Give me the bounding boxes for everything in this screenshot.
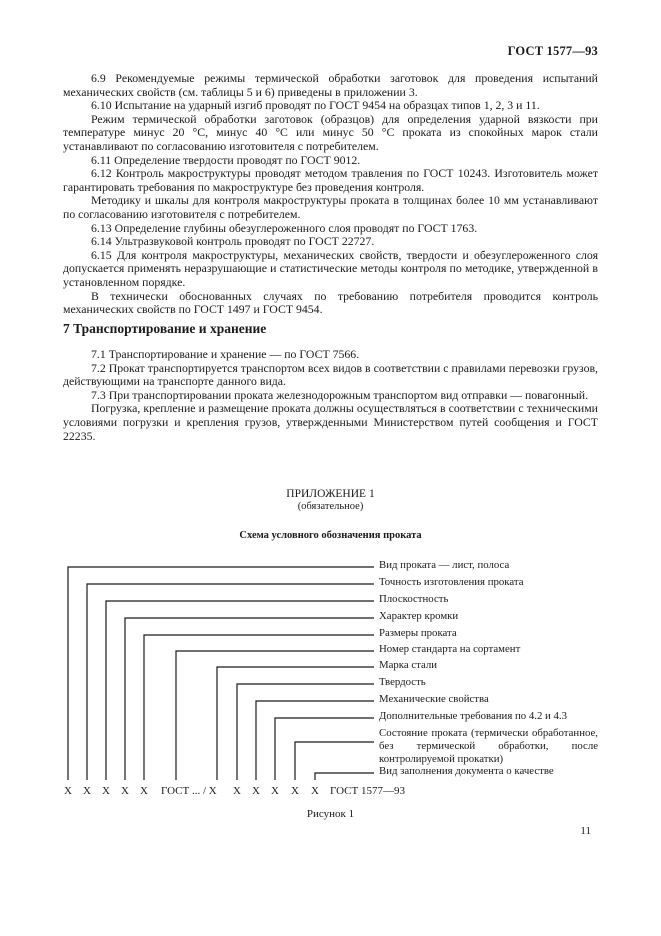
paragraph: 6.11 Определение твердости проводят по ГОСТ 9012. [91, 152, 361, 167]
paragraph: Погрузка, крепление и размещение проката должны осуществляться в соответствии с техническими условиями погрузки и крепления грузов, утвержденными Министерством путей сообщения и ГОСТ 22235. [63, 401, 598, 443]
appendix-subtitle: (обязательное) [297, 501, 364, 512]
scheme-line [68, 567, 374, 780]
designation-x: Х [140, 785, 148, 797]
scheme-label: Номер стандарта на сортамент [379, 643, 521, 655]
scheme-label: Вид проката — лист, полоса [379, 559, 510, 571]
scheme-label: Состояние проката (термически обработанное, без термической обработки, после контролируемой прокатки) [379, 727, 598, 765]
scheme-line [275, 718, 374, 780]
scheme-line [315, 773, 374, 780]
designation-x: Х [271, 785, 279, 797]
paragraph: 6.13 Определение глубины обезуглероженного слоя проводят по ГОСТ 1763. [91, 220, 478, 235]
scheme-label: Твердость [379, 676, 426, 688]
paragraph: 7.2 Прокат транспортируется транспортом всех видов в соответствии с правилами перевозки грузов, действующими на транспорте данного вида. [63, 360, 598, 389]
figure-caption: Рисунок 1 [306, 808, 355, 820]
paragraph: 6.10 Испытание на ударный изгиб проводят по ГОСТ 9454 на образцах типов 1, 2, 3 и 11. [91, 98, 540, 113]
document-header: ГОСТ 1577—93 [507, 44, 598, 58]
scheme-label: Характер кромки [379, 610, 459, 622]
paragraph: 6.15 Для контроля макроструктуры, механических свойств, твердости и обезуглероженного слоя допускается применять неразрушающие и статистические методы контроля по методике, утвержденной в установленном порядке. [63, 247, 598, 289]
paragraph: 7.3 При транспортировании проката железнодорожным транспортом вид отправки — повагонный. [91, 387, 589, 402]
scheme-label: Марка стали [379, 659, 438, 671]
paragraph: 6.9 Рекомендуемые режимы термической обработки заготовок для проведения испытаний механических свойств (см. таблицы 5 и 6) приведены в приложении 3. [63, 71, 598, 99]
appendix-title: ПРИЛОЖЕНИЕ 1 [286, 488, 375, 500]
designation-x: Х [291, 785, 299, 797]
scheme-label: Плоскостность [379, 593, 449, 605]
designation-x: Х [64, 785, 72, 797]
designation-x: Х [233, 785, 241, 797]
designation-x: Х [121, 785, 129, 797]
paragraph: 6.14 Ультразвуковой контроль проводят по ГОСТ 22727. [91, 234, 375, 249]
designation-x: Х [252, 785, 260, 797]
scheme-line [256, 701, 374, 780]
designation-gost: ГОСТ 1577—93 [330, 785, 405, 797]
paragraph: 7.1 Транспортирование и хранение — по ГОСТ 7566. [91, 347, 360, 361]
paragraph: 6.12 Контроль макроструктуры проводят методом травления по ГОСТ 10243. Изготовитель может гарантировать требования по макроструктуре без проведения контроля. [63, 166, 598, 194]
scheme-label: Размеры проката [379, 627, 457, 639]
scheme-label: Точность изготовления проката [379, 576, 524, 588]
designation-x: Х [83, 785, 91, 797]
designation-gost-sortament: ГОСТ ... / Х [161, 785, 217, 797]
scheme-line [237, 684, 374, 780]
scheme-title: Схема условного обозначения проката [239, 530, 422, 541]
scheme-line [125, 618, 374, 780]
designation-x: Х [311, 785, 319, 797]
scheme-line [144, 635, 374, 780]
scheme-line [106, 601, 374, 780]
page-number: 11 [580, 825, 591, 837]
scheme-label: Механические свойства [379, 693, 489, 705]
scheme-line [87, 584, 374, 780]
section-title: 7 Транспортирование и хранение [63, 321, 267, 336]
designation-x: Х [102, 785, 110, 797]
scheme-label: Вид заполнения документа о качестве [379, 765, 554, 777]
paragraph: В технически обоснованных случаях по требованию потребителя проводится контроль механических свойств по ГОСТ 1497 и ГОСТ 9454. [63, 288, 598, 317]
paragraph: Методику и шкалы для контроля макроструктуры проката в толщинах более 10 мм устанавливают по согласованию изготовителя с потребителем. [63, 193, 598, 221]
paragraph: Режим термической обработки заготовок (образцов) для определения ударной вязкости при температуре минус 20 °С, минус 40 °С или минус 50 °С проката из спокойных марок стали устанавливают по согласованию изготовителя с потребителем. [63, 111, 598, 153]
scheme-label: Дополнительные требования по 4.2 и 4.3 [379, 710, 568, 722]
scheme-line [295, 742, 374, 780]
